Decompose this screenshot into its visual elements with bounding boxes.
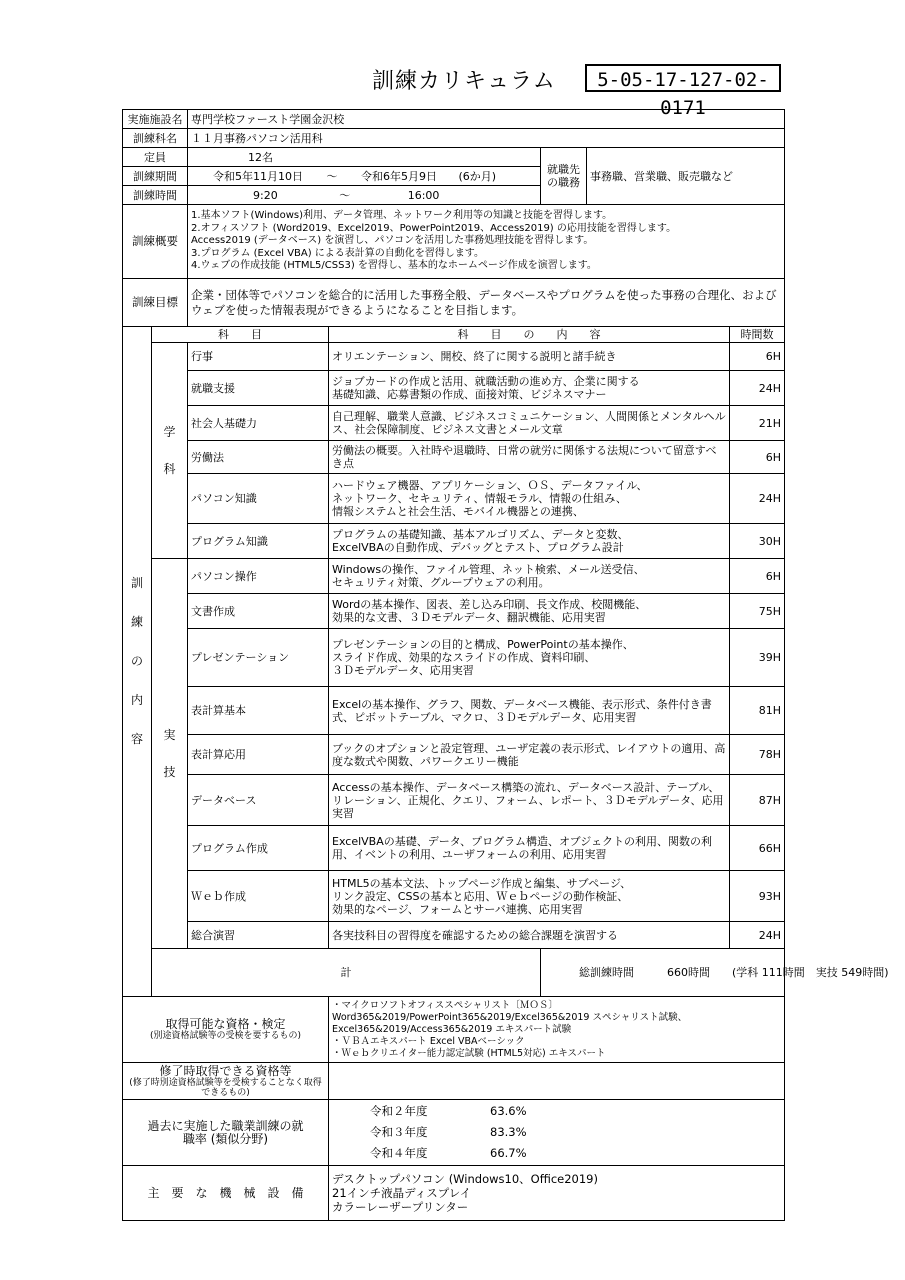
- hours-cell: 24H: [730, 922, 785, 949]
- qualifications-label: 取得可能な資格・検定: [165, 1017, 286, 1031]
- period-value: [188, 167, 541, 186]
- period-end: 令和6年5月9日: [361, 169, 437, 183]
- content-cell: ハードウェア機器、アプリケーション、ＯＳ、データファイル、 ネットワーク、セキュリティ、情報モラル、情報の仕組み、 情報システムと社会生活、モバイル機器との連携、: [329, 474, 730, 524]
- capacity-label: 定員: [123, 148, 188, 167]
- hours-cell: 75H: [730, 594, 785, 629]
- subject-cell: 就職支援: [188, 371, 329, 406]
- content-cell: ジョブカードの作成と活用、就職活動の進め方、企業に関する 基礎知識、応募書類の作成、面接対策、ビジネスマナー: [329, 371, 730, 406]
- time-label: 訓練時間: [123, 186, 188, 205]
- subject-cell: Ｗｅｂ作成: [188, 871, 329, 922]
- employment-rate-list: [329, 1100, 785, 1166]
- time-tilde: ～: [339, 188, 351, 202]
- hours-cell: 87H: [730, 775, 785, 826]
- completion-quals-label-cell: [123, 1063, 329, 1100]
- period-tilde: ～: [326, 169, 338, 183]
- facility-label: 実施施設名: [123, 110, 188, 129]
- course-value: １１月事務パソコン活用科: [188, 129, 785, 148]
- course-label: 訓練科名: [123, 129, 188, 148]
- hours-cell: 6H: [730, 441, 785, 474]
- job-value: 事務職、営業職、販売職など: [587, 148, 785, 205]
- completion-quals-note: (修了時別途資格試験等を受検することなく取得できるもの): [129, 1077, 322, 1098]
- employment-rate-row: 令和２年度 63.6%: [370, 1104, 527, 1118]
- total-text: 総訓練時間 660時間 (学科 111時間 実技 549時間): [541, 949, 785, 997]
- content-cell: Windowsの操作、ファイル管理、ネット検索、メール送受信、 セキュリティ対策、グループウェアの利用。: [329, 559, 730, 594]
- facility-value: 専門学校ファースト学園金沢校: [188, 110, 785, 129]
- content-cell: Excelの基本操作、グラフ、関数、データベース機能、表示形式、条件付き書式、ピボットテーブル、マクロ、３Ｄモデルデータ、応用実習: [329, 687, 730, 735]
- subject-cell: 表計算応用: [188, 735, 329, 775]
- equipment-label: 主 要 な 機 械 設 備: [123, 1166, 329, 1221]
- curriculum-side-label: 訓 練 の 内 容: [123, 327, 152, 997]
- hours-cell: 30H: [730, 524, 785, 559]
- subject-cell: プログラム知識: [188, 524, 329, 559]
- hours-cell: 81H: [730, 687, 785, 735]
- hours-cell: 93H: [730, 871, 785, 922]
- hours-cell: 39H: [730, 629, 785, 687]
- employment-rate-row: 令和４年度 66.7%: [370, 1146, 527, 1160]
- time-end: 16:00: [407, 188, 440, 202]
- hours-cell: 24H: [730, 371, 785, 406]
- subject-cell: 労働法: [188, 441, 329, 474]
- completion-quals-label: 修了時取得できる資格等: [159, 1063, 292, 1078]
- subject-cell: パソコン知識: [188, 474, 329, 524]
- content-cell: Wordの基本操作、図表、差し込み印刷、長文作成、校閲機能、 効果的な文書、３Ｄモデルデータ、翻訳機能、応用実習: [329, 594, 730, 629]
- content-cell: プレゼンテーションの目的と構成、PowerPointの基本操作、 スライド作成、効果的なスライドの作成、資料印刷、 ３Ｄモデルデータ、応用実習: [329, 629, 730, 687]
- subject-cell: パソコン操作: [188, 559, 329, 594]
- qualifications-text: ・マイクロソフトオフィススペシャリスト〔ＭＯＳ〕 Word365&2019/PowerPoint365&2019/Excel365&2019 スペシャリスト試験、 Excel365&2019/Access365&2019 エキスパート試験 ・ＶＢＡエキスパート Excel VBAベーシック ・Ｗｅｂクリエイター能力認定試験 (HTML5対応) エキスパート: [329, 997, 785, 1063]
- subject-cell: 総合演習: [188, 922, 329, 949]
- capacity-value: 12名: [188, 148, 541, 167]
- period-start: 令和5年11月10日: [213, 169, 303, 183]
- period-label: 訓練期間: [123, 167, 188, 186]
- goal-text: 企業・団体等でパソコンを総合的に活用した事務全般、データベースやプログラムを使った事務の合理化、およびウェブを使った情報表現ができるようになることを目指します。: [188, 279, 785, 327]
- practical-group-label: 実 技: [152, 559, 188, 949]
- hours-cell: 6H: [730, 559, 785, 594]
- period-months: (6か月): [458, 169, 497, 183]
- qualifications-note: (別途資格試験等の受検を要するもの): [149, 1031, 302, 1041]
- completion-quals-text: [329, 1063, 785, 1100]
- subject-cell: 文書作成: [188, 594, 329, 629]
- hours-cell: 24H: [730, 474, 785, 524]
- time-start: 9:20: [253, 188, 278, 202]
- curriculum-table: [122, 109, 889, 1221]
- content-cell: オリエンテーション、開校、終了に関する説明と諸手続き: [329, 343, 730, 371]
- goal-label: 訓練目標: [123, 279, 188, 327]
- subject-cell: データベース: [188, 775, 329, 826]
- job-label: 就職先の職務: [541, 148, 587, 205]
- content-cell: 自己理解、職業人意識、ビジネスコミュニケーション、人間関係とメンタルヘルス、社会保障制度、ビジネス文書とメール文章: [329, 406, 730, 441]
- content-cell: ブックのオプションと設定管理、ユーザ定義の表示形式、レイアウトの適用、高度な数式や関数、パワークエリー機能: [329, 735, 730, 775]
- page-title: 訓練カリキュラム: [372, 69, 556, 94]
- employment-rate-label: 過去に実施した職業訓練の就職率 (類似分野): [123, 1100, 329, 1166]
- hours-cell: 78H: [730, 735, 785, 775]
- hours-header: 時間数: [730, 327, 785, 343]
- employment-rate-row: 令和３年度 83.3%: [370, 1125, 527, 1139]
- subject-cell: 社会人基礎力: [188, 406, 329, 441]
- subject-cell: 表計算基本: [188, 687, 329, 735]
- subject-cell: 行事: [188, 343, 329, 371]
- subject-cell: プレゼンテーション: [188, 629, 329, 687]
- course-code: 5-05-17-127-02-0171: [585, 64, 781, 92]
- content-header: 科 目 の 内 容: [329, 327, 730, 343]
- subject-header: 科 目: [152, 327, 329, 343]
- hours-cell: 6H: [730, 343, 785, 371]
- subject-cell: プログラム作成: [188, 826, 329, 871]
- overview-label: 訓練概要: [123, 205, 188, 279]
- qualifications-label-cell: [123, 997, 329, 1063]
- hours-cell: 21H: [730, 406, 785, 441]
- total-label: 計: [152, 949, 541, 997]
- content-cell: 労働法の概要。入社時や退職時、日常の就労に関係する法規について留意すべき点: [329, 441, 730, 474]
- content-cell: 各実技科目の習得度を確認するための総合課題を演習する: [329, 922, 730, 949]
- content-cell: HTML5の基本文法、トップページ作成と編集、サブページ、 リンク設定、CSSの基本と応用、Ｗｅｂページの動作検証、 効果的なページ、フォームとサーバ連携、応用実習: [329, 871, 730, 922]
- hours-cell: 66H: [730, 826, 785, 871]
- time-value: [188, 186, 541, 205]
- equipment-text: デスクトップパソコン (Windows10、Office2019) 21インチ液晶ディスプレイ カラーレーザープリンター: [329, 1166, 785, 1221]
- overview-text: 1.基本ソフト(Windows)利用、データ管理、ネットワーク利用等の知識と技能を習得します。 2.オフィスソフト (Word2019、Excel2019、PowerPoint2019、Access2019) の応用技能を習得します。 Access2019 (データベース) を演習し、パソコンを活用した事務処理技能を習得します。 3.プログラム (Excel VBA) による表計算の自動化を習得します。 4.ウェブの作成技能 (HTML5/CSS3) を習得し、基本的なホームページ作成を演習します。: [188, 205, 785, 279]
- content-cell: Accessの基本操作、データベース構築の流れ、データベース設計、テーブル、リレーション、正規化、クエリ、フォーム、レポート、３Ｄモデルデータ、応用実習: [329, 775, 730, 826]
- academic-group-label: 学 科: [152, 343, 188, 559]
- content-cell: ExcelVBAの基礎、データ、プログラム構造、オブジェクトの利用、関数の利用、イベントの利用、ユーザフォームの利用、応用実習: [329, 826, 730, 871]
- content-cell: プログラムの基礎知識、基本アルゴリズム、データと変数、 ExcelVBAの自動作成、デバッグとテスト、プログラム設計: [329, 524, 730, 559]
